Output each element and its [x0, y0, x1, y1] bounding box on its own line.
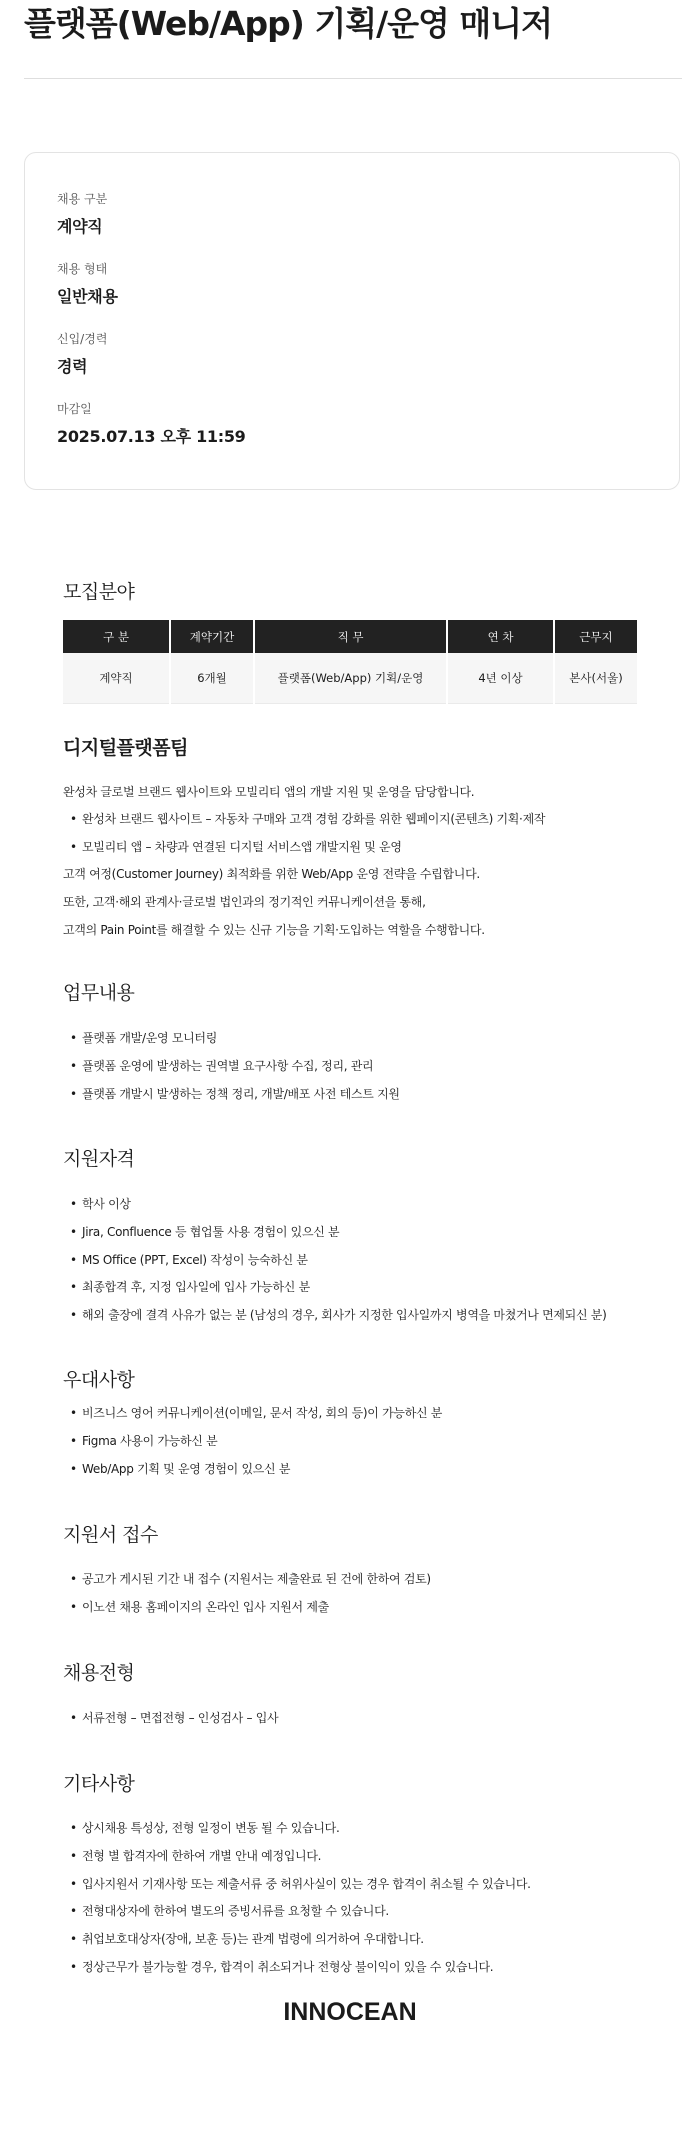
list-item: • MS Office (PPT, Excel) 작성이 능숙하신 분: [70, 1251, 308, 1269]
list-item: • 플랫폼 운영에 발생하는 권역별 요구사항 수집, 정리, 관리: [70, 1057, 373, 1075]
summary-label: 신입/경력: [57, 332, 108, 346]
summary-label: 채용 구분: [57, 192, 108, 206]
summary-label: 채용 형태: [57, 262, 108, 276]
summary-item-form: [57, 261, 118, 308]
list-item: • 해외 출장에 결격 사유가 없는 분 (남성의 경우, 회사가 지정한 입사일까지 병역을 마쳤거나 면제되신 분): [70, 1306, 606, 1324]
team-line: 고객의 Pain Point를 해결할 수 있는 신규 기능을 기획·도입하는 역할을 수행합니다.: [63, 923, 485, 937]
table-header-cell: 연 차: [447, 620, 554, 653]
page-title: 플랫폼(Web/App) 기획/운영 매니저: [24, 4, 553, 43]
section-title-process: 채용전형: [63, 1662, 135, 1684]
list-item: • 플랫폼 개발/운영 모니터링: [70, 1029, 217, 1047]
team-line: 또한, 고객·해외 관계사·글로벌 법인과의 정기적인 커뮤니케이션을 통해,: [63, 895, 426, 909]
summary-value: 2025.07.13 오후 11:59: [57, 427, 246, 446]
list-item: • 입사지원서 기재사항 또는 제출서류 중 허위사실이 있는 경우 합격이 취소될 수 있습니다.: [70, 1875, 531, 1893]
summary-item-deadline: [57, 401, 246, 448]
summary-item-career: [57, 331, 107, 378]
section-title-team: 디지털플랫폼팀: [63, 737, 188, 759]
recruit-field-table: [63, 620, 637, 704]
section-title-application: 지원서 접수: [63, 1524, 158, 1546]
list-item: • 완성차 브랜드 웹사이트 – 자동차 구매와 고객 경험 강화를 위한 웹페이지(콘텐츠) 기획·제작: [70, 810, 545, 828]
table-cell: 본사(서울): [554, 653, 637, 704]
list-item: • Figma 사용이 가능하신 분: [70, 1432, 217, 1450]
list-item: • Jira, Confluence 등 협업툴 사용 경험이 있으신 분: [70, 1223, 339, 1241]
list-item: • 비즈니스 영어 커뮤니케이션(이메일, 문서 작성, 회의 등)이 가능하신 분: [70, 1404, 442, 1422]
table-header-cell: 구 분: [63, 620, 170, 653]
list-item: • 이노션 채용 홈페이지의 온라인 입사 지원서 제출: [70, 1598, 329, 1616]
list-item: • 최종합격 후, 지정 입사일에 입사 가능하신 분: [70, 1278, 310, 1296]
section-title-duties: 업무내용: [63, 982, 135, 1004]
section-title-qualifications: 지원자격: [63, 1148, 135, 1170]
list-item: • 전형 별 합격자에 한하여 개별 안내 예정입니다.: [70, 1847, 321, 1865]
list-item: • Web/App 기획 및 운영 경험이 있으신 분: [70, 1460, 290, 1478]
table-header-row: [63, 620, 637, 653]
summary-label: 마감일: [57, 402, 92, 416]
list-item: • 플랫폼 개발시 발생하는 정책 정리, 개발/배포 사전 테스트 지원: [70, 1085, 400, 1103]
job-summary-card: [24, 152, 680, 490]
list-item: • 상시채용 특성상, 전형 일정이 변동 될 수 있습니다.: [70, 1819, 339, 1837]
section-title-recruit-field: 모집분야: [63, 581, 135, 603]
table-row: [63, 653, 637, 704]
section-title-preferred: 우대사항: [63, 1369, 135, 1391]
list-item: • 학사 이상: [70, 1195, 131, 1213]
list-item: • 모빌리티 앱 – 차량과 연결된 디지털 서비스앱 개발지원 및 운영: [70, 838, 402, 856]
list-item: • 공고가 게시된 기간 내 접수 (지원서는 제출완료 된 건에 한하여 검토): [70, 1570, 431, 1588]
title-divider: [24, 78, 682, 79]
table-cell: 6개월: [170, 653, 254, 704]
table-header-cell: 계약기간: [170, 620, 254, 653]
list-item: • 정상근무가 불가능할 경우, 합격이 취소되거나 전형상 불이익이 있을 수 있습니다.: [70, 1958, 493, 1976]
summary-value: 계약직: [57, 217, 103, 236]
list-item: • 취업보호대상자(장애, 보훈 등)는 관계 법령에 의거하여 우대합니다.: [70, 1930, 424, 1948]
innocean-logo: INNOCEAN: [283, 1998, 417, 2026]
team-line: 고객 여정(Customer Journey) 최적화를 위한 Web/App 운영 전략을 수립합니다.: [63, 867, 480, 881]
summary-value: 일반채용: [57, 287, 118, 306]
table-header-cell: 직 무: [254, 620, 447, 653]
list-item: • 서류전형 – 면접전형 – 인성검사 – 입사: [70, 1709, 278, 1727]
table-header-cell: 근무지: [554, 620, 637, 653]
table-cell: 계약직: [63, 653, 170, 704]
team-intro: 완성차 글로벌 브랜드 웹사이트와 모빌리티 앱의 개발 지원 및 운영을 담당합니다.: [63, 785, 475, 799]
summary-item-type: [57, 191, 107, 238]
list-item: • 전형대상자에 한하여 별도의 증빙서류를 요청할 수 있습니다.: [70, 1902, 389, 1920]
table-cell: 플랫폼(Web/App) 기획/운영: [254, 653, 447, 704]
table-cell: 4년 이상: [447, 653, 554, 704]
section-title-etc: 기타사항: [63, 1773, 135, 1795]
summary-value: 경력: [57, 357, 88, 376]
